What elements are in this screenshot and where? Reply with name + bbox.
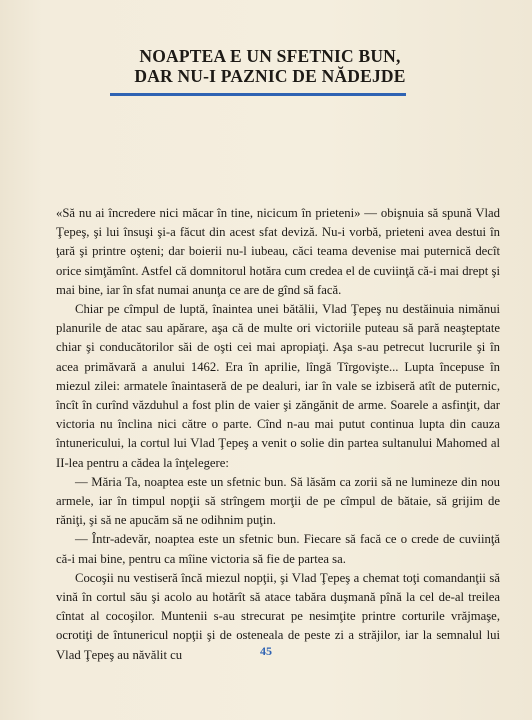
paragraph: — Într-adevăr, noaptea este un sfetnic bun. Fiecare să facă ce o crede de cuviinţă că-i mai bine, pentru ca mîine victoria să fie de partea sa. bbox=[56, 532, 500, 566]
chapter-title-line-1: NOAPTEA E UN SFETNIC BUN, bbox=[139, 46, 401, 66]
page-number: 45 bbox=[260, 644, 272, 658]
chapter-text bbox=[56, 204, 500, 665]
chapter-title bbox=[60, 46, 480, 86]
paragraph: «Să nu ai încredere nici măcar în tine, nicicum în prieteni» — obişnuia să spună Vlad Ţepeş, şi lui însuşi şi-a făcut din acest sfat deviză. Nu-i vorbă, prieteni avea destui în ţară şi printre oşteni; dar boierii nu-l iubeau, căci teama devenise mai puternică decît orice simţămînt. Astfel că domnitorul hotăra cum credea el de cuviinţă că-i mai drept şi mai bine, iar în sfat numai anunţa ce are de gînd să facă. bbox=[56, 206, 500, 297]
paragraph: — Măria Ta, noaptea este un sfetnic bun. Să lăsăm ca zorii să ne lumineze din nou armele, iar în timpul nopţii să strîngem morţii de pe cîmpul de bătaie, să grijim de răniţi, şi să ne apucăm să ne odihnim puţin. bbox=[56, 474, 500, 528]
title-underline bbox=[110, 93, 406, 96]
paragraph: Chiar pe cîmpul de luptă, înaintea unei bătălii, Vlad Ţepeş nu destăinuia nimănui planurile de atac sau apărare, aşa că de multe ori victoriile puteau să pară neaşteptate chiar şi conducătorilor săi de oşti cei mai apropiaţi. Aşa s-au petrecut lucrurile şi în acea primăvară a anului 1462. Era în aprilie, lîngă Tîrgovişte... Lupta începuse în miezul zilei: armatele înaintaseră de pe dealuri, iar în vale se izbiseră atît de puternic, încît în curînd văzduhul a fost plin de vaier şi zăngănit de arme. Soarele a asfinţit, dar victoria nu înclina nici către o parte. Cînd n-au mai putut continua lupta din cauza întunericului, la cortul lui Vlad Ţepeş a venit o solie din partea sultanului Mahomed al II-lea pentru a cădea la înţelegere: bbox=[56, 302, 500, 470]
paragraph: Cocoşii nu vestiseră încă miezul nopţii, şi Vlad Ţepeş a chemat toţi comandanţii să vină în cortul său şi acolo au hotărît să atace tabăra duşmană pînă la cel de-al treilea cîntat al cocoşilor. Muntenii s-au strecurat pe nesimţite printre corturile vrăjmaşe, ocrotiţi de întunericul nopţii şi de osteneala de peste zi a străjilor, iar la semnalul lui Vlad Ţepeş au năvălit cu bbox=[56, 570, 500, 662]
chapter-title-line-2: DAR NU-I PAZNIC DE NĂDEJDE bbox=[134, 66, 406, 86]
